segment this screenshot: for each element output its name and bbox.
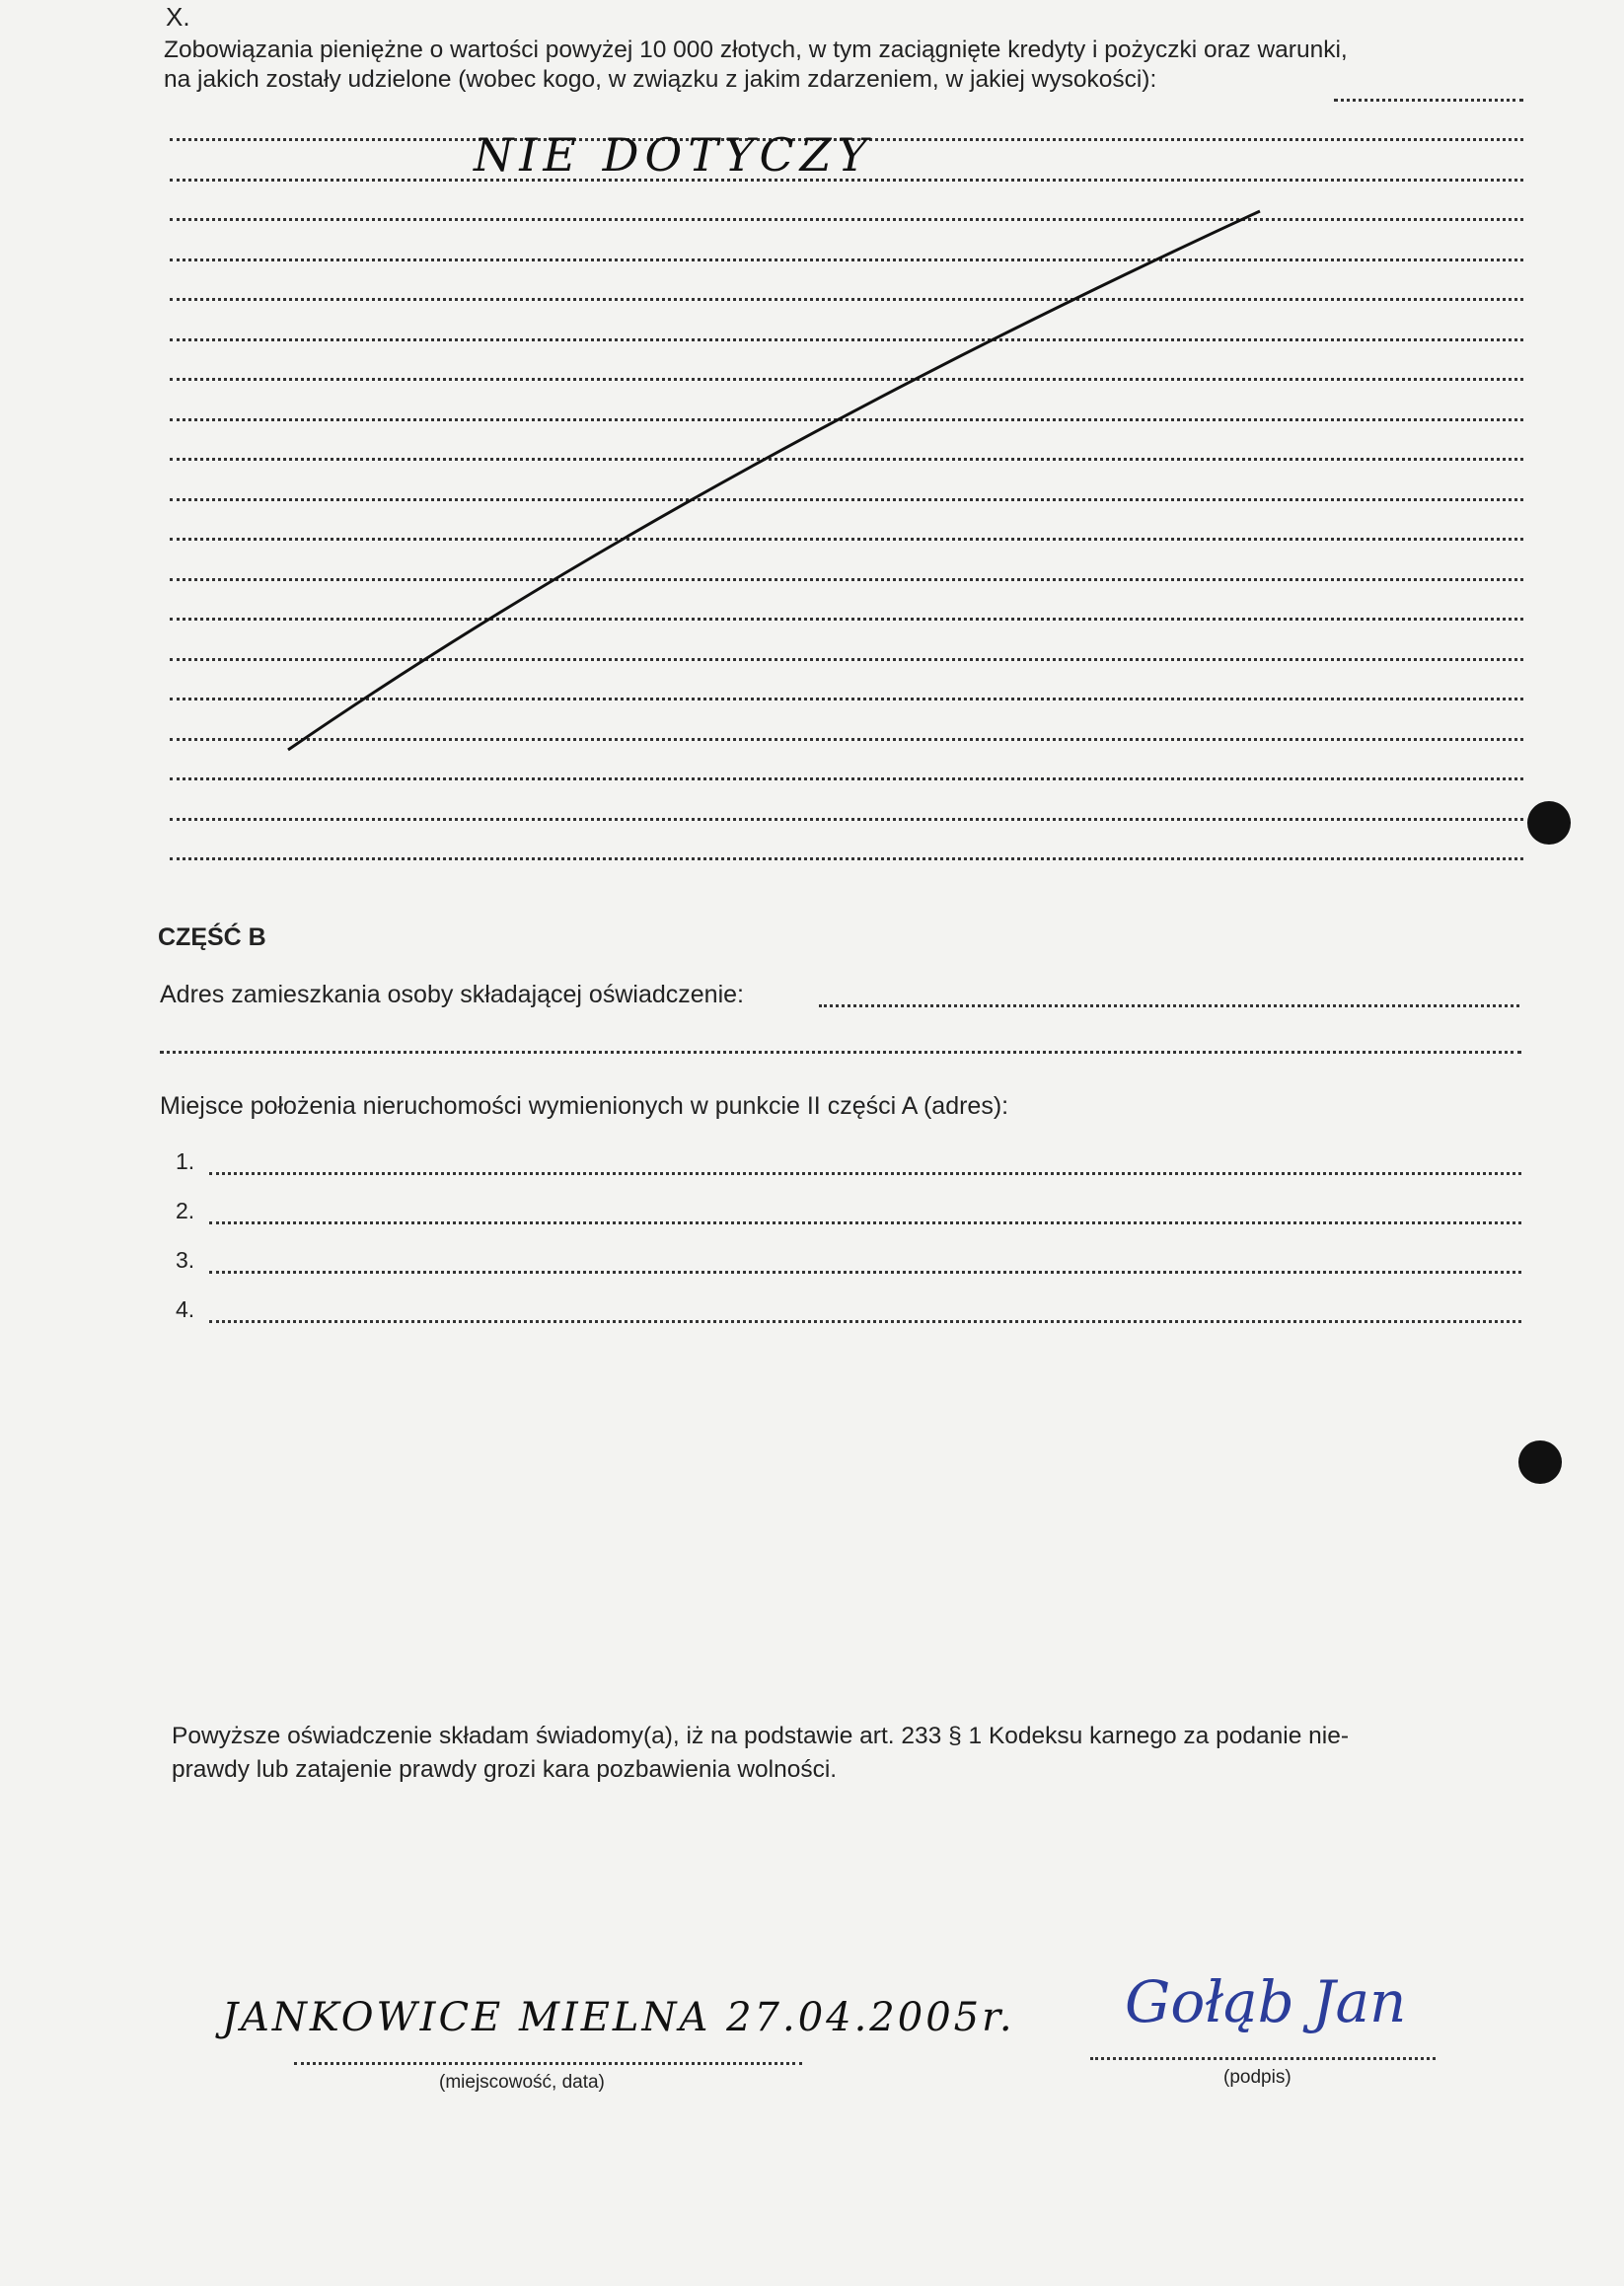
handwritten-answer: NIE DOTYCZY <box>474 128 873 182</box>
address-field-line2[interactable] <box>160 1051 1521 1054</box>
property-item-number: 3. <box>176 1247 195 1273</box>
property-item-field[interactable] <box>209 1221 1521 1224</box>
property-item-field[interactable] <box>209 1320 1521 1323</box>
signature-handwritten: Gołąb Jan <box>1125 1968 1407 2035</box>
place-date-handwritten: JANKOWICE MIELNA 27.04.2005r. <box>222 1995 1015 2040</box>
property-item-field[interactable] <box>209 1271 1521 1274</box>
address-field[interactable] <box>819 1004 1519 1007</box>
property-item-number: 4. <box>176 1296 195 1322</box>
place-date-caption: (miejscowość, data) <box>439 2072 605 2093</box>
property-item-field[interactable] <box>209 1172 1521 1175</box>
signature-caption: (podpis) <box>1223 2067 1292 2088</box>
section-number: X. <box>166 2 190 32</box>
signature-field[interactable] <box>1090 2057 1436 2060</box>
section-x-text-line2: na jakich zostały udzielone (wobec kogo, w związku z jakim zdarzeniem, w jakiej wysokości): <box>164 66 1157 93</box>
declaration-line2: prawdy lub zatajenie prawdy grozi kara pozbawienia wolności. <box>172 1756 838 1783</box>
address-label: Adres zamieszkania osoby składającej oświadczenie: <box>160 981 744 1008</box>
section-x-text-line1: Zobowiązania pieniężne o wartości powyżej 10 000 złotych, w tym zaciągnięte kredyty i pożyczki oraz warunki, <box>164 37 1348 63</box>
declaration-line1: Powyższe oświadczenie składam świadomy(a), iż na podstawie art. 233 § 1 Kodeksu karnego za podanie nie- <box>172 1723 1349 1749</box>
punch-hole <box>1518 1440 1562 1484</box>
punch-hole <box>1527 801 1571 845</box>
property-item-number: 1. <box>176 1148 195 1174</box>
place-date-field[interactable] <box>294 2062 802 2065</box>
property-item-number: 2. <box>176 1198 195 1223</box>
property-label: Miejsce położenia nieruchomości wymienionych w punkcie II części A (adres): <box>160 1092 1009 1120</box>
part-b-title: CZĘŚĆ B <box>158 923 266 951</box>
